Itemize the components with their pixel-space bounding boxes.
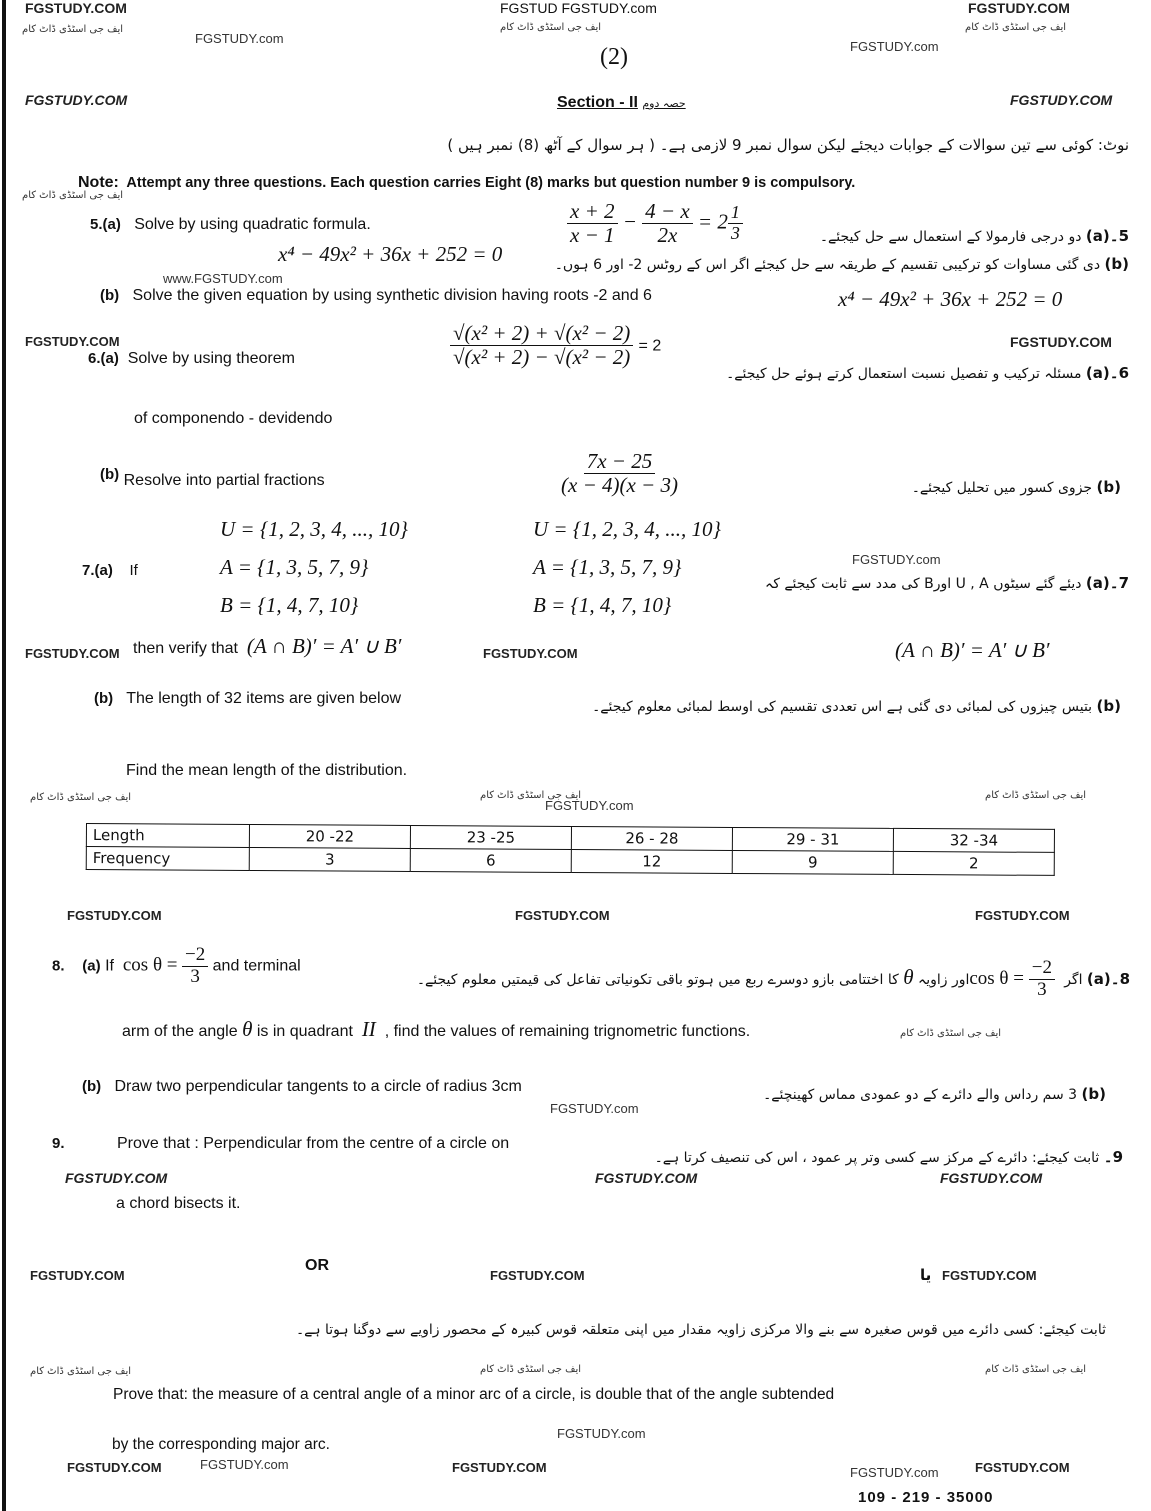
watermark-urdu: ایف جی اسٹڈی ڈاٹ کام	[480, 1364, 582, 1375]
q7-b: (b) The length of 32 items are given below	[94, 690, 402, 707]
table-cell: 32 -34	[893, 828, 1054, 852]
section-title: Section - II	[557, 94, 638, 111]
table-cell: 29 - 31	[732, 827, 893, 851]
watermark: FGSTUDY.com	[550, 1101, 639, 1116]
watermark: FGSTUDY.COM	[25, 92, 128, 108]
watermark: FGSTUDY.COM	[968, 0, 1070, 16]
table-row-frequency	[86, 847, 1054, 876]
q8-b-urdu: (b) 3 سم رداس والے دائرے کے دو عمودی مماس کھینچئے۔	[763, 1085, 1106, 1103]
q5-a-urdu: 5۔(a) دو درجی فارمولا کے استعمال سے حل کیجئے۔	[819, 227, 1129, 245]
q9-text2: a chord bisects it.	[116, 1195, 241, 1212]
watermark-urdu: ایف جی اسٹڈی ڈاٹ کام	[30, 792, 132, 803]
row-header: Frequency	[86, 847, 249, 871]
q8-a: 8. (a) If cos θ = $\frac{-2}{3}$ and terminal	[52, 944, 301, 987]
watermark: FGSTUDY.com	[852, 552, 941, 567]
watermark: FGSTUDY.COM	[515, 908, 610, 923]
watermark-urdu: ایف جی اسٹڈی ڈاٹ کام	[500, 22, 602, 33]
q5-b-urdu: (b) دی گئی مساوات کو ترکیبی تقسیم کے طریقہ سے حل کیجئے اگر اس کے روٹس 2- اور 6 ہوں۔	[554, 255, 1129, 273]
watermark: FGSTUDY.COM	[942, 1268, 1037, 1283]
or-separator-urdu: یا	[920, 1266, 932, 1284]
watermark-urdu: ایف جی اسٹڈی ڈاٹ کام	[22, 190, 124, 201]
watermark: FGSTUDY.com	[557, 1426, 646, 1441]
q5-a-text: Solve by using quadratic formula.	[134, 216, 371, 233]
watermark: FGSTUDY.com	[195, 31, 284, 46]
q7-a-urdu: 7۔(a) دیئے گئے سیٹوں U , A اورB کی مدد سے ثابت کیجئے کہ	[765, 574, 1129, 592]
q5-b-equation-left: x⁴ − 49x² + 36x + 252 = 0	[278, 242, 503, 266]
q7-sets-left: U = {1, 2, 3, 4, ..., 10} A = {1, 3, 5, 7, 9} B = {1, 4, 7, 10}	[220, 517, 408, 617]
watermark-urdu: ایف جی اسٹڈی ڈاٹ کام	[30, 1366, 132, 1377]
watermark: www.FGSTUDY.com	[163, 271, 283, 286]
or-separator: OR	[305, 1257, 329, 1274]
frequency-table	[86, 823, 1055, 876]
watermark: FGSTUDY.COM	[67, 908, 162, 923]
q5-b-equation: x⁴ − 49x² + 36x + 252 = 0	[838, 287, 1063, 311]
table-cell: 6	[410, 848, 571, 872]
watermark-urdu: ایف جی اسٹڈی ڈاٹ کام	[985, 1364, 1087, 1375]
watermark: FGSTUDY.COM	[490, 1268, 585, 1283]
watermark: FGSTUDY.COM	[483, 646, 578, 661]
q9-alt-urdu: ثابت کیجئے: کسی دائرے میں قوس صغیرہ سے بنے والا مرکزی زاویہ مقدار میں اپنی متعلقہ قوس کبیرہ کے محصور زاویے سے دوگنا ہوتا ہے۔	[295, 1322, 1106, 1338]
q5-b: (b) Solve the given equation by using synthetic division having roots -2 and 6	[100, 287, 652, 304]
watermark: FGSTUDY.COM	[595, 1170, 698, 1186]
q9-alt-text2: by the corresponding major arc.	[112, 1436, 330, 1453]
watermark: FGSTUDY.COM	[940, 1170, 1043, 1186]
q8-a-continued: arm of the angle θ is in quadrant II , find the values of remaining trignometric functions.	[122, 1017, 751, 1041]
watermark: FGSTUDY.COM	[25, 646, 120, 661]
scan-edge-bar	[2, 0, 6, 1511]
q8-b: (b) Draw two perpendicular tangents to a circle of radius 3cm	[82, 1078, 522, 1095]
watermark: FGSTUDY.COM	[30, 1268, 125, 1283]
q6-b-equation: $\frac{7x - 25}{(x - 4)(x - 3)}$	[561, 449, 678, 498]
watermark-top-center: FGSTUD FGSTUDY.com	[500, 0, 657, 16]
paper-code: 109 - 219 - 35000	[858, 1489, 994, 1506]
watermark: FGSTUDY.COM	[1010, 92, 1113, 108]
q9-alt-text1: Prove that: the measure of a central angle of a minor arc of a circle, is double that of the angle subtended	[113, 1386, 835, 1403]
watermark-urdu: ایف جی اسٹڈی ڈاٹ کام	[985, 790, 1087, 801]
q6-a-equation: $\frac{\text{√(x² + 2) + √(x² − 2)}}{\text{√(x² + 2) − √(x² − 2)}}$ = 2	[450, 322, 661, 369]
table-cell: 9	[732, 850, 893, 874]
watermark: FGSTUDY.COM	[25, 334, 120, 349]
table-cell: 12	[571, 849, 732, 873]
section-title-urdu: حصہ دوم	[642, 97, 686, 110]
watermark: FGSTUDY.com	[545, 798, 634, 813]
q7-sets-right: U = {1, 2, 3, 4, ..., 10} A = {1, 3, 5, 7, 9} B = {1, 4, 7, 10}	[533, 517, 721, 617]
section-heading	[557, 94, 686, 112]
note-urdu: نوٹ: کوئی سے تین سوالات کے جوابات دیجئے لیکن سوال نمبر 9 لازمی ہے۔ ( ہر سوال کے آٹھ (8) نمبر ہیں )	[447, 136, 1129, 154]
watermark: FGSTUDY.COM	[25, 0, 127, 16]
watermark-urdu: ایف جی اسٹڈی ڈاٹ کام	[480, 790, 582, 801]
q5-a-equation: $\frac{x + 2}{x - 1}$ − $\frac{4 - x}{2x}$ = 2 $\frac{1}{3}$	[567, 200, 743, 247]
watermark: FGSTUDY.COM	[452, 1460, 547, 1475]
note-label: Note:	[78, 174, 119, 191]
watermark: FGSTUDY.COM	[1010, 334, 1112, 350]
q7-a: 7.(a) If	[82, 562, 138, 579]
note	[78, 174, 855, 192]
note-text: Attempt any three questions. Each question carries Eight (8) marks but question number 9 is compulsory.	[126, 175, 856, 191]
q7-verify: then verify that (A ∩ B)′ = A′ ∪ B′	[133, 634, 402, 658]
q5-a	[90, 216, 371, 234]
table-cell: 20 -22	[249, 824, 410, 848]
watermark: FGSTUDY.com	[200, 1457, 289, 1472]
row-header: Length	[86, 824, 249, 848]
q6-b: (b) Resolve into partial fractions	[100, 466, 325, 489]
page-number: (2)	[600, 44, 628, 70]
watermark: FGSTUDY.COM	[67, 1460, 162, 1475]
table-cell: 3	[249, 847, 410, 871]
q7-b-urdu: (b) بتیس چیزوں کی لمبائی دی گئی ہے اس تعددی تقسیم کی اوسط لمبائی معلوم کیجئے۔	[592, 697, 1121, 715]
q6-b-urdu: (b) جزوی کسور میں تحلیل کیجئے۔	[911, 478, 1121, 496]
watermark: FGSTUDY.COM	[975, 908, 1070, 923]
q7-b-text2: Find the mean length of the distribution.	[126, 762, 408, 779]
q5-number: 5.(a)	[90, 216, 121, 233]
watermark-urdu: ایف جی اسٹڈی ڈاٹ کام	[22, 24, 124, 35]
q9: 9. Prove that : Perpendicular from the centre of a circle on	[52, 1135, 510, 1152]
watermark: FGSTUDY.com	[850, 39, 939, 54]
watermark: FGSTUDY.COM	[65, 1170, 168, 1186]
table-cell: 26 - 28	[571, 826, 732, 850]
watermark-urdu: ایف جی اسٹڈی ڈاٹ کام	[965, 22, 1067, 33]
q6-a-urdu: 6۔(a) مسئلہ ترکیب و تفصیل نسبت استعمال کرتے ہوئے حل کیجئے۔	[726, 364, 1129, 382]
q6-a-text2: of componendo - devidendo	[134, 410, 333, 427]
table-cell: 2	[893, 851, 1054, 875]
watermark: FGSTUDY.COM	[975, 1460, 1070, 1475]
watermark-urdu: ایف جی اسٹڈی ڈاٹ کام	[900, 1028, 1002, 1039]
table-cell: 23 -25	[410, 825, 571, 849]
q8-a-urdu: 8۔(a) اگر cos θ = $\frac{-2}{3}$ اور زاویہ θ کا اختتامی بازو دوسرے ربع میں ہوتو باقی تکونیاتی تفاعل کی قیمتیں معلوم کیجئے۔	[416, 957, 1130, 1000]
q7-verify-eq-right: (A ∩ B)′ = A′ ∪ B′	[895, 638, 1050, 662]
watermark: FGSTUDY.com	[850, 1465, 939, 1480]
q9-urdu: 9۔ ثابت کیجئے: دائرے کے مرکز سے کسی وتر پر عمود ، اس کی تنصیف کرتا ہے۔	[654, 1148, 1123, 1166]
q6-a: 6.(a) Solve by using theorem	[88, 350, 295, 367]
